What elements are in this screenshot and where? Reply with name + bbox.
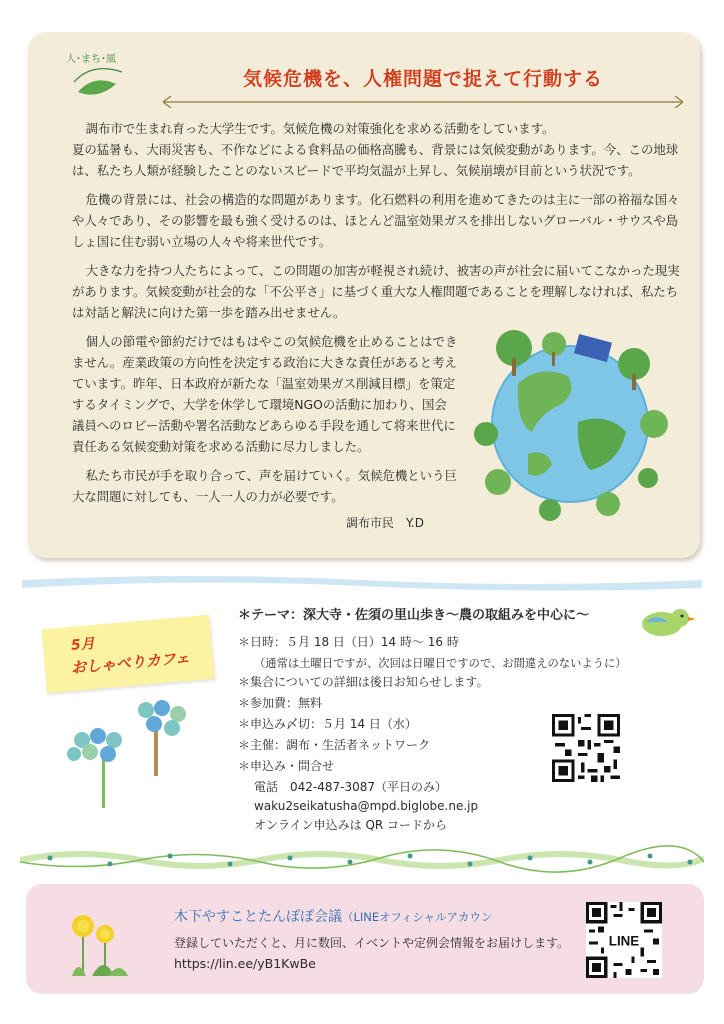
paragraph-1: 調布市で生まれ育った大学生です。気候危機の対策強化を求める活動をしています。 夏の猛暑も、大雨災害も、不作などによる食料品の価格高騰も、背景には気候変動があります。今、この地球は、私たち人類が経験したことのないスピードで平均気温が上昇し、気候崩壊が目前という状況です。: [72, 121, 679, 178]
headline-rule: [163, 96, 683, 108]
cafe-meeting: ＊集合についての詳細は後日お知らせします。: [238, 675, 489, 689]
wave-divider: [22, 572, 702, 594]
cafe-online: オンライン申込みは QR コードから: [254, 818, 448, 832]
cafe-host: ＊主催：調布・生活者ネットワーク: [238, 738, 431, 752]
earth-illustration: [458, 314, 686, 522]
trees-illustration: [60, 696, 200, 808]
line-title-suffix: （LINEオフィシャルアカウン: [342, 910, 493, 924]
vine-divider: [20, 840, 704, 880]
cafe-fee: ＊参加費：無料: [238, 696, 323, 710]
dandelion-icon: [64, 902, 134, 978]
cafe-apply: ＊申込み・問合せ: [238, 759, 335, 773]
cafe-info: [238, 606, 698, 835]
leaf-icon: [72, 62, 126, 102]
cafe-phone: 電話 042-487-3087（平日のみ）: [254, 780, 448, 794]
headline: 気候危機を、人権問題で捉えて行動する: [242, 68, 603, 90]
cafe-qr-code[interactable]: [552, 714, 620, 782]
paragraph-4: 個人の節電や節約だけではもはやこの気候危機を止めることはできません。産業政策の方向性を決定する政治に大きな責任があると考えています。昨年、日本政府が新たな「温室効果ガス削減目標」を策定するタイミングで、大学を休学して環境NGOの活動に加わり、国会議員へのロビー活動や署名活動などあらゆる手段を通して将来世代に責任ある気候変動対策を求める活動に尽力しました。: [72, 334, 458, 454]
paragraph-2: 危機の背景には、社会の構造的な問題があります。化石燃料の利用を進めてきたのは主に一部の裕福な国々や人々であり、その影響を最も強く受けるのは、ほとんど温室効果ガスを排出しないグローバル・サウスや島しょ国に住む弱い立場の人々や将来世代です。: [72, 192, 680, 249]
cafe-name: おしゃべりカフェ: [70, 648, 191, 677]
paragraph-3: 大きな力を持つ人たちによって、この問題の加害が軽視され続け、被害の声が社会に届いてこなかった現実があります。気候変動が社会的な「不公平さ」に基づく重大な人権問題であることを理解しなければ、私たちは対話と解決に向けた第一歩を踏み出せません。: [72, 263, 680, 320]
line-url[interactable]: https://lin.ee/yB1KwBe: [174, 956, 316, 971]
line-description: 登録していただくと、月に数回、イベントや定例会情報をお届けします。: [174, 936, 570, 950]
cafe-month: 5月: [70, 635, 96, 654]
cafe-date: ＊日時：５月 18 日（日）14 時〜 16 時: [238, 635, 459, 649]
column-tag: 人･まち･風: [66, 54, 116, 65]
line-banner: [26, 884, 704, 994]
line-account-title: [174, 906, 493, 926]
signature: 調布市民 Y.D: [346, 516, 424, 530]
line-title-text: 木下やすことたんぽぽ会議: [174, 909, 342, 925]
cafe-theme: ＊テーマ：深大寺・佐須の里山歩き〜農の取組みを中心に〜: [238, 608, 590, 623]
cafe-badge: [42, 615, 215, 693]
paragraph-5: 私たち市民が手を取り合って、声を届けていく。気候危機という巨大な問題に対しても、一人一人の力が必要です。: [72, 468, 457, 504]
headline-block: [163, 62, 683, 106]
cafe-email[interactable]: waku2seikatusha@mpd.biglobe.ne.jp: [254, 799, 479, 813]
cafe-deadline: ＊申込み〆切：５月 14 日（水）: [238, 717, 417, 731]
line-qr-badge: LINE: [608, 933, 640, 949]
cafe-date-note: （通常は土曜日ですが、次回は日曜日ですので、お間違えのないように）: [254, 657, 627, 670]
article-card: [28, 32, 700, 558]
line-qr-code[interactable]: [586, 902, 662, 978]
